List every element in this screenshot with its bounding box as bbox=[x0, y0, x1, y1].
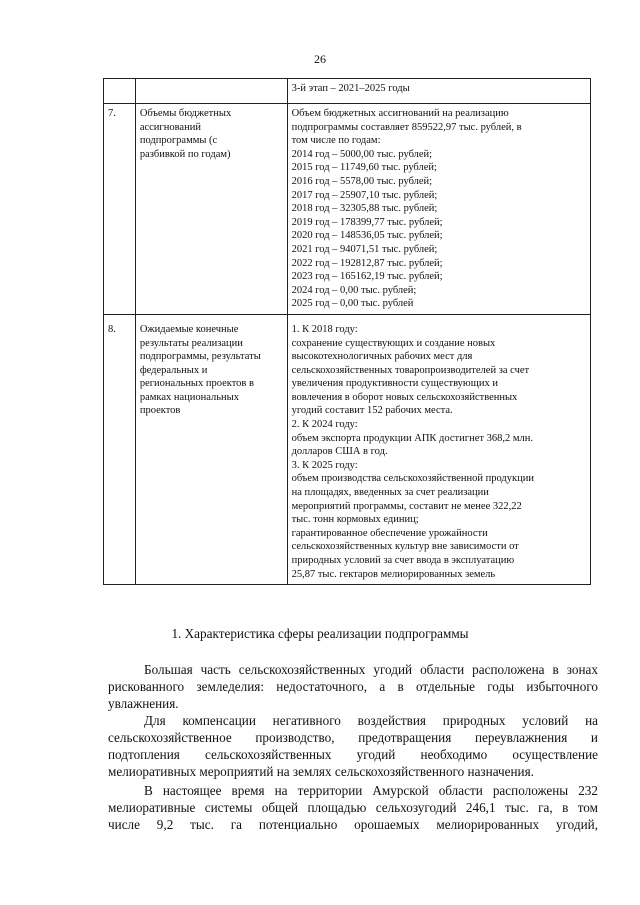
value-line: высокотехнологичных рабочих мест для bbox=[291, 351, 473, 363]
label-line: федеральных и bbox=[139, 364, 208, 376]
paragraph-3 bbox=[108, 782, 598, 833]
value-line: 2017 год – 25907,10 тыс. рублей; bbox=[291, 189, 438, 201]
value-cell bbox=[287, 314, 590, 584]
value-line: на площадях, введенных за счет реализации bbox=[291, 487, 489, 499]
label-cell bbox=[135, 314, 287, 584]
value-line: 2024 год – 0,00 тыс. рублей; bbox=[291, 284, 417, 296]
num-cell: 7. bbox=[104, 104, 136, 315]
value-line: подпрограммы составляет 859522,97 тыс. рублей, в bbox=[291, 121, 522, 133]
value-line: гарантированное обеспечение урожайности bbox=[291, 527, 488, 539]
paragraph-line: увлажнения. bbox=[108, 696, 179, 711]
value-line: 2023 год – 165162,19 тыс. рублей; bbox=[291, 271, 443, 283]
page-number: 26 bbox=[314, 52, 326, 66]
paragraph-line: сельскохозяйственное производство, предотвращения переувлажнения и bbox=[108, 730, 598, 745]
label-line: региональных проектов в bbox=[139, 378, 254, 390]
paragraph-line: Для компенсации негативного воздействия природных условий на bbox=[144, 713, 598, 728]
value-line: 1. К 2018 году: bbox=[291, 323, 358, 335]
label-line: подпрограммы, результаты bbox=[139, 351, 261, 363]
paragraph-line: числе 9,2 тыс. га потенциально орошаемых мелиорированных угодий, bbox=[108, 817, 598, 832]
value-line: 2020 год – 148536,05 тыс. рублей; bbox=[291, 230, 443, 242]
value-line: мероприятий программы, составит не менее 322,22 bbox=[291, 500, 522, 512]
value-line: сохранение существующих и создание новых bbox=[291, 337, 496, 349]
label-line: результаты реализации bbox=[139, 337, 243, 349]
value-line: 2. К 2024 году: bbox=[291, 419, 358, 431]
value-line: долларов США в год. bbox=[291, 446, 388, 458]
label-line: Ожидаемые конечные bbox=[139, 323, 239, 335]
passport-table bbox=[103, 78, 591, 585]
value-line: Объем бюджетных ассигнований на реализацию bbox=[291, 108, 509, 119]
label-cell bbox=[135, 104, 287, 315]
value-line: сельскохозяйственных культур вне зависимости от bbox=[291, 541, 519, 553]
paragraph-line: подтопления сельскохозяйственных угодий необходимо осуществление bbox=[108, 747, 598, 762]
paragraph-line: рискованного земледелия: недостаточного, а в отдельные годы избыточного bbox=[108, 679, 598, 694]
value-line: 2015 год – 11749,60 тыс. рублей; bbox=[291, 162, 437, 174]
value-line: 2016 год – 5578,00 тыс. рублей; bbox=[291, 175, 433, 187]
paragraph-line: мелиоративные системы общей площадью сельхозугодий 246,1 тыс. га, в том bbox=[108, 800, 598, 815]
stage-header: 3-й этап – 2021–2025 годы bbox=[291, 83, 410, 94]
label-cell bbox=[135, 79, 287, 104]
value-line: вовлечения в оборот новых сельскохозяйственных bbox=[291, 391, 518, 403]
value-line: 2025 год – 0,00 тыс. рублей bbox=[291, 298, 414, 310]
value-line: угодий составит 152 рабочих места. bbox=[291, 405, 453, 417]
value-line: 2022 год – 192812,87 тыс. рублей; bbox=[291, 257, 443, 269]
label-line: подпрограммы (с bbox=[139, 135, 218, 147]
value-line: тыс. тонн кормовых единиц; bbox=[291, 514, 419, 526]
table-row bbox=[104, 104, 591, 315]
label-line: разбивкой по годам) bbox=[139, 148, 231, 160]
value-line: сельскохозяйственных товаропроизводителей за счет bbox=[291, 364, 530, 376]
value-line: 2018 год – 32305,88 тыс. рублей; bbox=[291, 203, 438, 215]
value-line: увеличения продуктивности существующих и bbox=[291, 378, 498, 390]
value-cell bbox=[287, 104, 590, 315]
value-line: 3. К 2025 году: bbox=[291, 459, 358, 471]
value-line: том числе по годам: bbox=[291, 135, 381, 147]
value-line: объем экспорта продукции АПК достигнет 368,2 млн. bbox=[291, 432, 533, 444]
label-line: ассигнований bbox=[139, 121, 201, 133]
paragraph-line: Большая часть сельскохозяйственных угодий области расположена в зонах bbox=[144, 662, 598, 677]
value-cell bbox=[287, 79, 590, 104]
section-heading: 1. Характеристика сферы реализации подпрограммы bbox=[171, 626, 469, 641]
value-line: природных условий за счет ввода в эксплуатацию bbox=[291, 555, 515, 566]
label-line: рамках национальных bbox=[139, 391, 239, 403]
value-line: 2019 год – 178399,77 тыс. рублей; bbox=[291, 216, 443, 228]
num-cell bbox=[104, 79, 136, 104]
paragraph-line: В настоящее время на территории Амурской области расположены 232 bbox=[144, 783, 598, 798]
paragraph-1 bbox=[108, 661, 598, 712]
table-row bbox=[104, 314, 591, 584]
paragraph-line: мелиоративных мероприятий на землях сельскохозяйственного назначения. bbox=[108, 764, 534, 779]
paragraph-2 bbox=[108, 712, 598, 780]
value-line: объем производства сельскохозяйственной продукции bbox=[291, 473, 534, 485]
table-row bbox=[104, 79, 591, 104]
label-line: проектов bbox=[139, 405, 181, 417]
value-line: 2021 год – 94071,51 тыс. рублей; bbox=[291, 243, 438, 255]
value-line: 25,87 тыс. гектаров мелиорированных земель bbox=[291, 568, 496, 580]
label-line: Объемы бюджетных bbox=[139, 108, 232, 119]
value-line: 2014 год – 5000,00 тыс. рублей; bbox=[291, 148, 433, 160]
num-cell: 8. bbox=[104, 314, 136, 584]
